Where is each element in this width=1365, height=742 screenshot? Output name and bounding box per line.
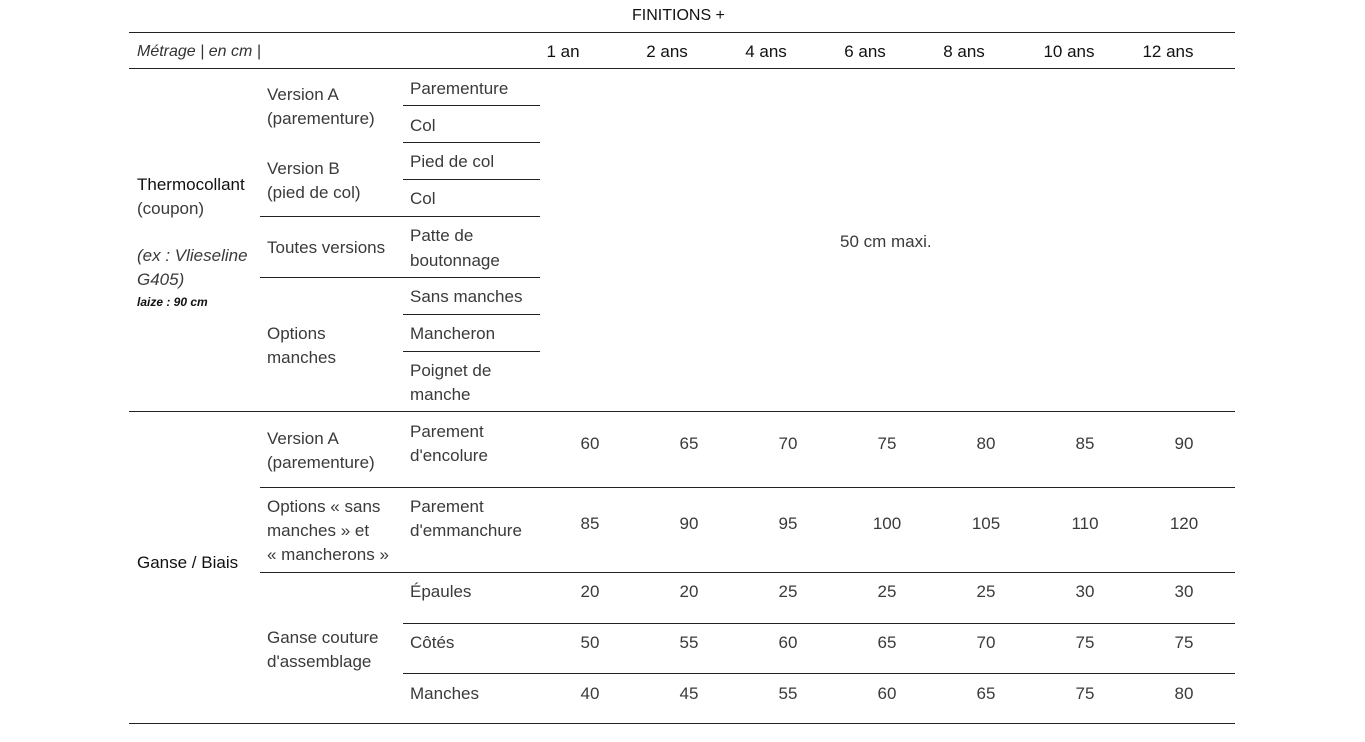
thermocollant-sub: (coupon) [137, 199, 205, 218]
value-cell: 80 [1174, 684, 1194, 703]
rule-bottom [129, 723, 1235, 724]
value-cell: 25 [778, 582, 798, 601]
value-cell: 80 [976, 434, 996, 453]
thermocollant-example: (ex : Vlieseline [137, 246, 248, 265]
value-cell: 110 [1071, 514, 1099, 533]
item-label: Mancheron [410, 324, 496, 343]
value-cell: 75 [1075, 633, 1095, 652]
item-divider [403, 105, 540, 106]
value-cell: 45 [679, 684, 699, 703]
group-divider [260, 277, 540, 278]
value-cell: 65 [679, 434, 699, 453]
group-label: « mancherons » [267, 545, 389, 564]
value-cell: 70 [778, 434, 798, 453]
value-cell: 105 [971, 514, 1001, 533]
group-label: Ganse couture [267, 628, 379, 647]
size-header: 12 ans [1142, 42, 1194, 61]
group-label: Version A [267, 429, 339, 448]
size-header: 4 ans [745, 42, 787, 61]
item-label: Parement [410, 422, 484, 441]
group-label: Toutes versions [267, 238, 386, 257]
item-label: boutonnage [410, 251, 500, 270]
item-label: Col [410, 189, 436, 208]
group-label: manches [267, 348, 336, 367]
value-cell: 20 [580, 582, 600, 601]
item-label: Épaules [410, 582, 472, 601]
value-cell: 40 [580, 684, 600, 703]
group-label: (parementure) [267, 453, 375, 472]
value-cell: 30 [1174, 582, 1194, 601]
rule-section [129, 411, 1235, 412]
group-divider [260, 216, 540, 217]
value-cell: 65 [877, 633, 897, 652]
size-header: 8 ans [943, 42, 985, 61]
group-label: (pied de col) [267, 183, 361, 202]
value-cell: 85 [1075, 434, 1095, 453]
item-divider [403, 314, 540, 315]
table-title: FINITIONS + [632, 7, 725, 24]
value-cell: 25 [877, 582, 897, 601]
item-label: d'emmanchure [410, 521, 522, 540]
row-divider [260, 572, 1235, 573]
item-divider [403, 351, 540, 352]
size-header: 6 ans [844, 42, 886, 61]
value-cell: 100 [872, 514, 902, 533]
item-label: Pied de col [410, 152, 495, 171]
value-cell: 55 [679, 633, 699, 652]
value-cell: 85 [580, 514, 600, 533]
row-divider [260, 487, 1235, 488]
value-cell: 30 [1075, 582, 1095, 601]
value-cell: 25 [976, 582, 996, 601]
size-header: 2 ans [646, 42, 688, 61]
item-label: Sans manches [410, 287, 523, 306]
item-label: Parementure [410, 79, 509, 98]
value-cell: 50 [580, 633, 600, 652]
group-label: Version A [267, 85, 339, 104]
value-cell: 55 [778, 684, 798, 703]
value-cell: 75 [877, 434, 897, 453]
group-label: Version B [267, 159, 340, 178]
item-label: manche [410, 385, 471, 404]
item-label: Col [410, 116, 436, 135]
group-label: Options [267, 324, 326, 343]
size-header: 1 an [546, 42, 580, 61]
thermocollant-example: G405) [137, 270, 185, 289]
rule-top [129, 32, 1235, 33]
item-label: Patte de [410, 226, 474, 245]
group-label: d'assemblage [267, 652, 372, 671]
item-label: Côtés [410, 633, 455, 652]
row-divider [403, 623, 1235, 624]
item-label: Manches [410, 684, 479, 703]
section-ganse: Ganse / Biais [137, 553, 239, 572]
size-header: 10 ans [1043, 42, 1095, 61]
group-label: manches » et [267, 521, 370, 540]
value-cell: 120 [1169, 514, 1199, 533]
metrage-label: Métrage | en cm | [137, 43, 261, 60]
item-divider [403, 142, 540, 143]
thermocollant-value: 50 cm maxi. [840, 232, 932, 251]
value-cell: 95 [778, 514, 798, 533]
value-cell: 60 [580, 434, 600, 453]
rule-header [129, 68, 1235, 69]
value-cell: 90 [1174, 434, 1194, 453]
value-cell: 75 [1075, 684, 1095, 703]
value-cell: 75 [1174, 633, 1194, 652]
item-divider [403, 179, 540, 180]
value-cell: 60 [778, 633, 798, 652]
item-label: d'encolure [410, 446, 488, 465]
value-cell: 60 [877, 684, 897, 703]
value-cell: 20 [679, 582, 699, 601]
item-label: Poignet de [410, 361, 492, 380]
value-cell: 65 [976, 684, 996, 703]
item-label: Parement [410, 497, 484, 516]
thermocollant-laize: laize : 90 cm [137, 295, 208, 309]
section-thermocollant: Thermocollant [137, 175, 245, 194]
row-divider [403, 673, 1235, 674]
group-label: Options « sans [267, 497, 381, 516]
value-cell: 90 [679, 514, 699, 533]
value-cell: 70 [976, 633, 996, 652]
group-label: (parementure) [267, 109, 375, 128]
